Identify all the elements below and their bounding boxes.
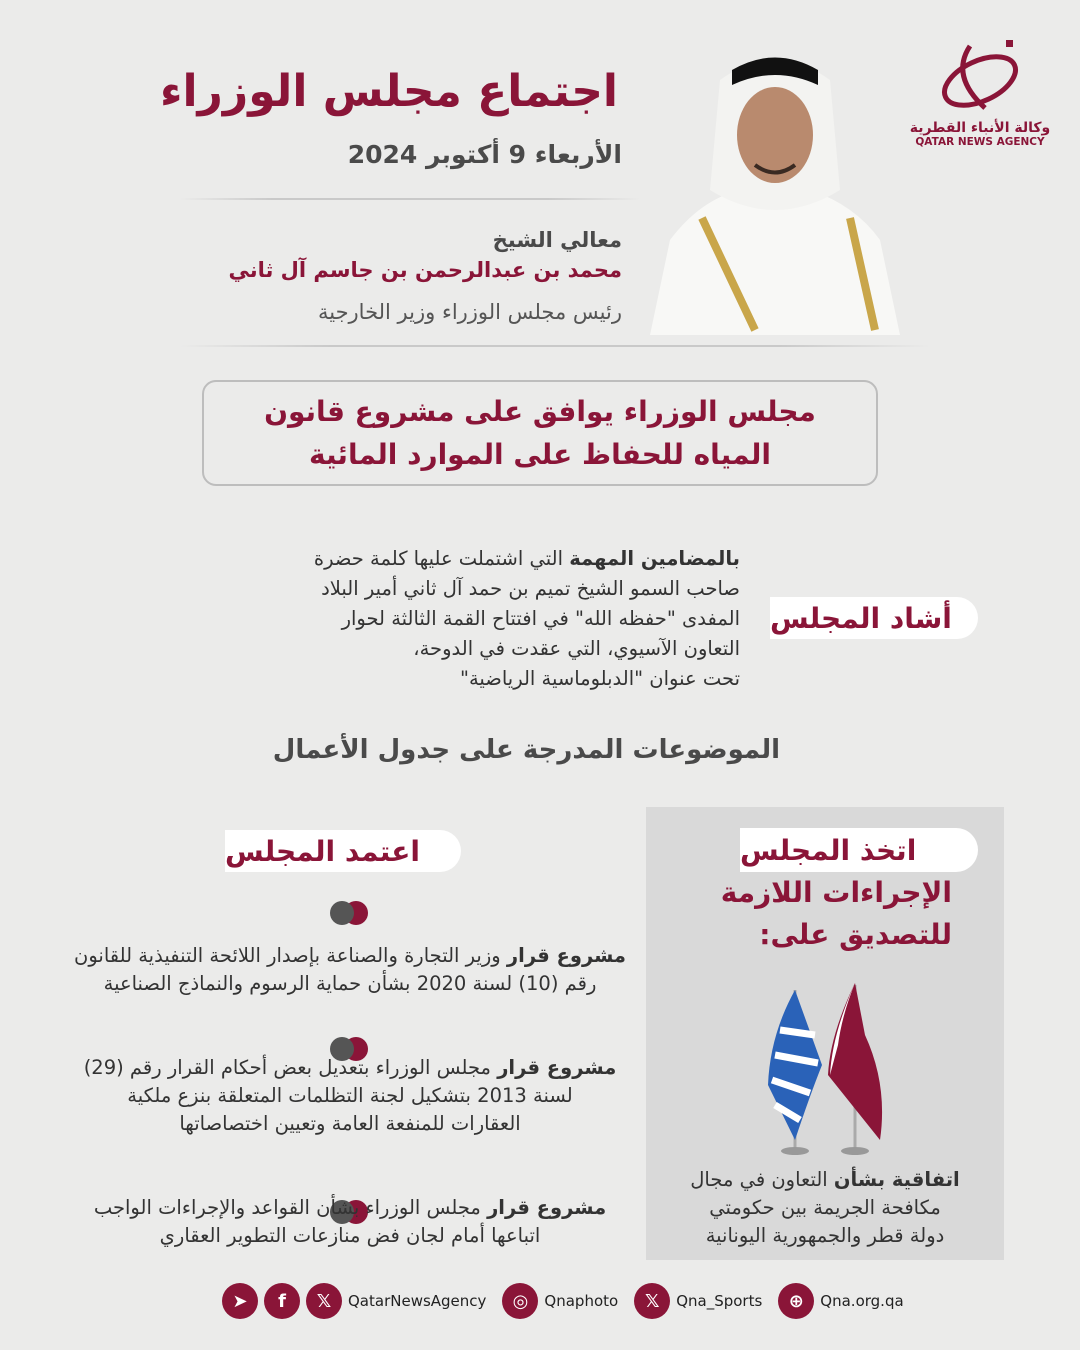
handle-qnaphoto[interactable]: Qnaphoto bbox=[544, 1292, 619, 1310]
measures-label: اتخذ المجلس bbox=[740, 828, 978, 872]
approved-item: مشروع قرار وزير التجارة والصناعة بإصدار اللائحة التنفيذية للقانون رقم (10) لسنة 2020 بشأن حماية الرسوم والنماذج الصناعية bbox=[74, 944, 626, 995]
person-role: رئيس مجلس الوزراء وزير الخارجية bbox=[317, 300, 622, 324]
qna-logo: وكالة الأنباء القطرية QATAR NEWS AGENCY bbox=[905, 36, 1055, 148]
globe-icon[interactable]: ⊕ bbox=[778, 1283, 814, 1319]
praise-text: بالمضامين المهمة التي اشتملت عليها كلمة حضرة صاحب السمو الشيخ تميم بن حمد آل ثاني أمير البلاد المفدى "حفظه الله" في افتتاح القمة الثالثة لحوار التعاون الآسيوي، التي عقدت في الدوحة، تحت عنوان "الدبلوماسية الرياضية" bbox=[313, 547, 740, 690]
social-links bbox=[222, 1283, 904, 1319]
page-title: اجتماع مجلس الوزراء bbox=[159, 66, 618, 117]
person-name: محمد بن عبدالرحمن بن جاسم آل ثاني bbox=[228, 258, 622, 282]
approved-label: اعتمد المجلس bbox=[225, 830, 461, 872]
measures-item: اتفاقية بشأن التعاون في مجال مكافحة الجريمة بين حكومتي دولة قطر والجمهورية اليونانية bbox=[690, 1168, 960, 1247]
headline-line: مجلس الوزراء يوافق على مشروع قانون bbox=[264, 395, 816, 428]
portrait-photo bbox=[640, 40, 910, 335]
instagram-icon[interactable]: ◎ bbox=[502, 1283, 538, 1319]
agenda-title: الموضوعات المدرجة على جدول الأعمال bbox=[272, 735, 780, 765]
handle-qatarnewsagency[interactable]: QatarNewsAgency bbox=[348, 1292, 487, 1310]
honorific: معالي الشيخ bbox=[492, 228, 622, 252]
measures-label-cont: الإجراءات اللازمة للتصديق على: bbox=[720, 876, 952, 951]
facebook-icon[interactable]: f bbox=[264, 1283, 300, 1319]
meeting-date: الأربعاء 9 أكتوبر 2024 bbox=[347, 140, 622, 169]
divider bbox=[180, 345, 930, 347]
qna-emblem-icon bbox=[930, 36, 1030, 116]
headline-line: المياه للحفاظ على الموارد المائية bbox=[309, 438, 771, 471]
approved-item: مشروع قرار مجلس الوزراء بشأن القواعد والإجراءات الواجب اتباعها أمام لجان فض منازعات التطوير العقاري bbox=[93, 1196, 607, 1247]
divider bbox=[180, 198, 640, 200]
greece-flag-icon bbox=[768, 990, 822, 1140]
approved-item: مشروع قرار مجلس الوزراء بتعديل بعض أحكام القرار رقم (29) لسنة 2013 بتشكيل لجنة التظلمات المتعلقة بنزع ملكية العقارات للمنفعة العامة وتعيين اختصاصاتها bbox=[83, 1056, 617, 1135]
praise-label: أشاد المجلس bbox=[770, 597, 978, 639]
bullet-dots-icon bbox=[330, 901, 370, 925]
handle-qna-sports[interactable]: Qna_Sports bbox=[676, 1292, 763, 1310]
x-icon[interactable]: 𝕏 bbox=[306, 1283, 342, 1319]
flags-illustration bbox=[750, 975, 900, 1160]
website-link[interactable]: Qna.org.qa bbox=[820, 1292, 904, 1310]
telegram-icon[interactable]: ➤ bbox=[222, 1283, 258, 1319]
x-icon[interactable]: 𝕏 bbox=[634, 1283, 670, 1319]
headline-box bbox=[202, 380, 878, 486]
